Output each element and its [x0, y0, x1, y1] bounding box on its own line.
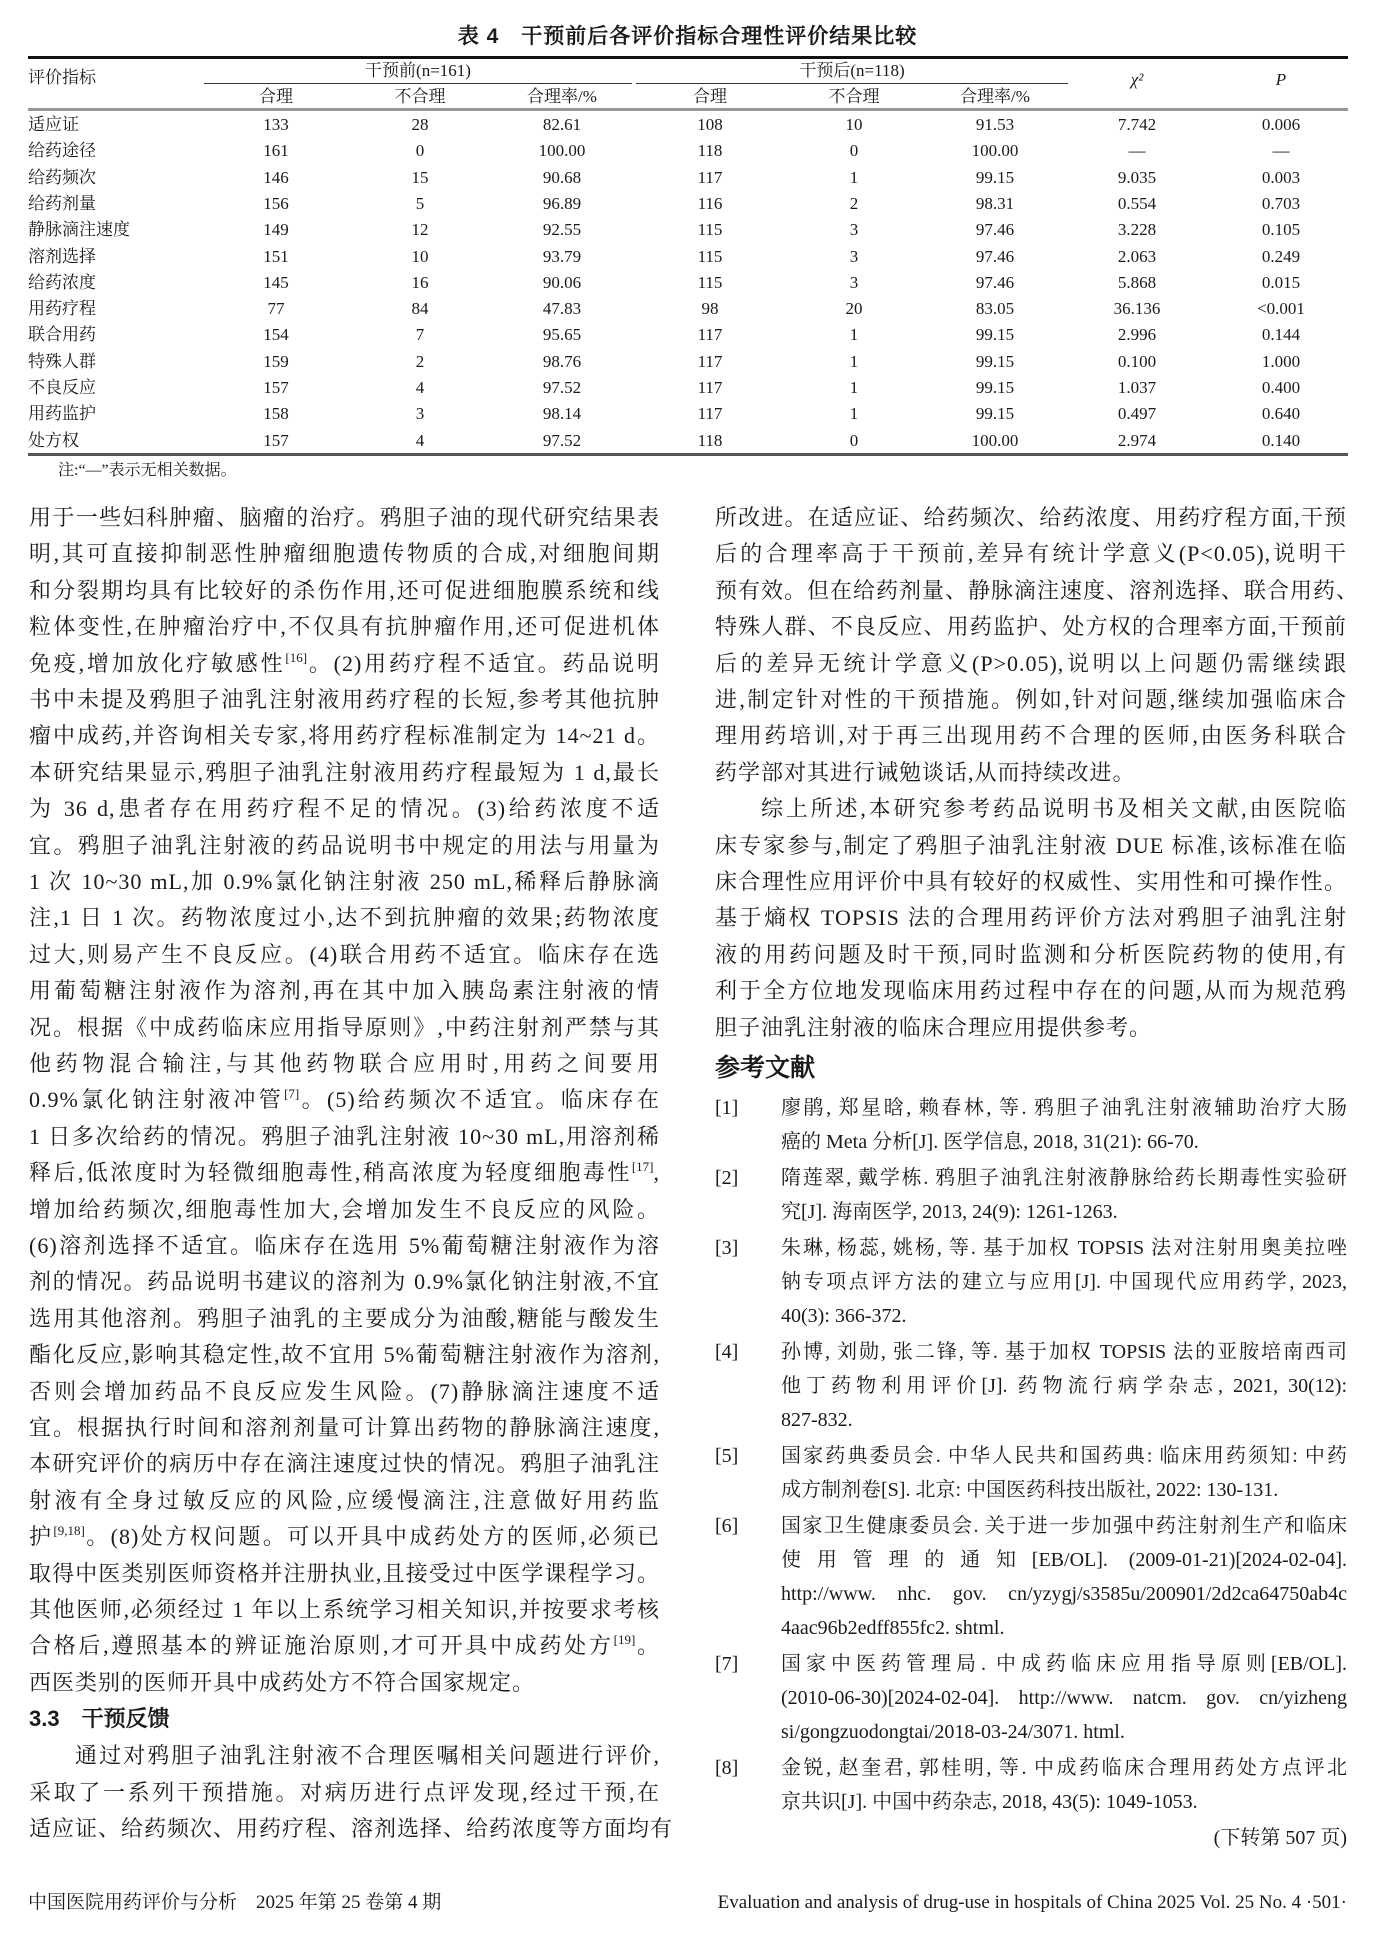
- body-text-line: 射液有全身过敏反应的风险,应缓慢滴注,注意做好用药监: [29, 1487, 660, 1513]
- body-text-line: 通过对鸦胆子油乳注射液不合理医嘱相关问题进行评价,: [75, 1743, 660, 1768]
- table-cell: 5.868: [1117, 272, 1157, 292]
- table-cell: 118: [697, 430, 723, 450]
- text-segment: 免疫,增加放化疗敏感性: [29, 650, 286, 676]
- table-cell: 158: [263, 404, 289, 424]
- body-text-line: 酯化反应,影响其稳定性,故不宜用 5%葡萄糖注射液作为溶剂,: [29, 1342, 660, 1368]
- reference-text-line: 金锐, 赵奎君, 郭桂明, 等. 中成药临床合理用药处方点评北: [781, 1757, 1347, 1779]
- table-cell: 0.015: [1261, 272, 1301, 292]
- body-text-line: 特殊人群、不良反应、用药监护、处方权的合理率方面,干预前: [715, 614, 1347, 640]
- table-cell: 100.00: [971, 141, 1019, 161]
- column-group-after: 干预后(n=118): [799, 61, 905, 80]
- table-cell: 0.003: [1261, 167, 1301, 187]
- column-header: 合理率/%: [960, 87, 1030, 106]
- table-cell: 93.79: [542, 246, 582, 266]
- reference-text-line: 隋莲翠, 戴学栋. 鸦胆子油乳注射液静脉给药长期毒性实验研: [781, 1167, 1347, 1189]
- text-segment: 合格后,遵照基本的辨证施治原则,才可开具中成药处方: [29, 1633, 614, 1659]
- row-label: 给药剂量: [28, 193, 96, 213]
- reference-text-line: 朱琳, 杨蕊, 姚杨, 等. 基于加权 TOPSIS 法对注射用奥美拉唑: [781, 1237, 1347, 1259]
- table-cell: 77: [267, 299, 285, 319]
- table-cell: 117: [697, 167, 723, 187]
- body-text-line: 1 次 10~30 mL,加 0.9%氯化钠注射液 250 mL,稀释后静脉滴: [29, 869, 660, 894]
- reference-text-line: 京共识[J]. 中国中药杂志, 2018, 43(5): 1049-1053.: [781, 1791, 1198, 1813]
- table-cell: 3: [849, 246, 859, 266]
- column-header: 合理率/%: [527, 87, 597, 106]
- table-cell: 0.140: [1261, 430, 1301, 450]
- table-cell: 20: [845, 299, 863, 319]
- table-cell: 97.46: [975, 220, 1015, 240]
- table-cell: 0.100: [1117, 351, 1157, 371]
- column-header-indicator: 评价指标: [28, 68, 96, 87]
- body-text-line: 注,1 日 1 次。药物浓度过小,达不到抗肿瘤的效果;药物浓度: [29, 905, 660, 931]
- body-text-line: 取得中医类别医师资格并注册执业,且接受过中医学课程学习。: [29, 1560, 660, 1586]
- citation-superscript: [17]: [631, 1159, 654, 1175]
- reference-text-line: 40(3): 366-372.: [781, 1305, 907, 1327]
- table-cell: 82.61: [542, 115, 582, 134]
- reference-number: [1]: [715, 1097, 739, 1119]
- reference-text-line: 国家中医药管理局. 中成药临床应用指导原则[EB/OL].: [781, 1653, 1347, 1675]
- row-label: 给药浓度: [28, 272, 96, 292]
- table-cell: 2.974: [1117, 430, 1157, 450]
- reference-number: [4]: [715, 1341, 739, 1363]
- table-cell: 98.76: [542, 351, 582, 371]
- text-segment: 。(2)用药疗程不适宜。药品说明: [307, 650, 660, 676]
- reference-text-line: 4aac96b2edff855fc2. shtml.: [781, 1617, 1005, 1639]
- reference-number: [5]: [715, 1445, 739, 1467]
- table-cell: 3: [849, 220, 859, 240]
- citation-superscript: [7]: [284, 1086, 300, 1102]
- column-header: 不合理: [394, 87, 446, 106]
- body-text-line: [29, 647, 660, 681]
- table-cell: 0.640: [1261, 404, 1301, 424]
- body-text-line: 选用其他溶剂。鸦胆子油乳的主要成分为油酸,糖能与酸发生: [29, 1305, 660, 1331]
- column-header: 合理: [693, 87, 727, 106]
- body-text-line: 用葡萄糖注射液作为溶剂,再在其中加入胰岛素注射液的情: [29, 978, 660, 1004]
- body-text-line: 剂的情况。药品说明书建议的溶剂为 0.9%氯化钠注射液,不宜: [29, 1269, 660, 1295]
- table-cell: 2: [849, 193, 859, 213]
- table-cell: 149: [263, 220, 289, 240]
- reference-number: [7]: [715, 1653, 739, 1675]
- body-text-line: 否则会增加药品不良反应发生风险。(7)静脉滴注速度不适: [29, 1378, 660, 1404]
- body-text-line: 预有效。但在给药剂量、静脉滴注速度、溶剂选择、联合用药、: [715, 577, 1360, 603]
- table-cell: 0.400: [1261, 378, 1301, 397]
- body-text-line: 过大,则易产生不良反应。(4)联合用药不适宜。临床存在选: [29, 941, 660, 967]
- table-cell: 5: [415, 193, 425, 213]
- after-group-rule: [636, 83, 1068, 84]
- row-label: 用药监护: [28, 404, 96, 424]
- table-cell: 84: [411, 299, 429, 319]
- table-cell: 117: [697, 404, 723, 424]
- body-text-line: 液的用药问题及时干预,同时监测和分析医院药物的使用,有: [715, 941, 1347, 967]
- row-label: 给药频次: [28, 167, 96, 187]
- table-cell: 83.05: [975, 299, 1015, 319]
- table-cell: 161: [263, 141, 289, 161]
- table-cell: 7.742: [1117, 115, 1157, 134]
- text-segment: 。: [635, 1633, 660, 1659]
- table-cell: 0.703: [1261, 193, 1301, 213]
- body-text-line: 宜。根据执行时间和溶剂剂量可计算出药物的静脉滴注速度,: [29, 1415, 660, 1440]
- references-heading: 参考文献: [715, 1054, 816, 1082]
- table-cell: 108: [697, 115, 723, 134]
- body-text-line: 采取了一系列干预措施。对病历进行点评发现,经过干预,在: [29, 1779, 660, 1805]
- table-cell: 154: [263, 325, 289, 345]
- reference-text-line: 国家药典委员会. 中华人民共和国药典: 临床用药须知: 中药: [781, 1445, 1347, 1467]
- body-text-line: 理用药培训,对于再三出现用药不合理的医师,由医务科联合: [715, 723, 1347, 749]
- body-text-line: 况。根据《中成药临床应用指导原则》,中药注射剂严禁与其: [29, 1014, 660, 1040]
- text-segment: 。(5)给药频次不适宜。临床存在: [299, 1087, 660, 1113]
- table-cell: 145: [263, 272, 289, 292]
- body-text-line: 他药物混合输注,与其他药物联合应用时,用药之间要用: [29, 1051, 660, 1076]
- table-cell: 115: [697, 220, 723, 240]
- table-cell: 90.68: [542, 167, 582, 187]
- body-text-line: 瘤中成药,并咨询相关专家,将用药疗程标准制定为 14~21 d。: [29, 723, 660, 749]
- table-cell: 97.52: [542, 430, 582, 450]
- row-label: 适应证: [28, 115, 79, 134]
- table-cell: 95.65: [542, 325, 582, 345]
- table-cell: 99.15: [975, 351, 1015, 371]
- body-text-line: 床专家参与,制定了鸦胆子油乳注射液 DUE 标准,该标准在临: [715, 832, 1347, 858]
- row-label: 静脉滴注速度: [28, 220, 130, 240]
- reference-text-line: 廖鹃, 郑星晗, 赖春林, 等. 鸦胆子油乳注射液辅助治疗大肠: [781, 1097, 1347, 1119]
- table-cell: 28: [411, 115, 429, 134]
- reference-text-line: 癌的 Meta 分析[J]. 医学信息, 2018, 31(21): 66-70.: [781, 1131, 1199, 1153]
- body-text-line: 1 日多次给药的情况。鸦胆子油乳注射液 10~30 mL,用溶剂稀: [29, 1123, 660, 1149]
- table-cell: 99.15: [975, 167, 1015, 187]
- table-cell: 0: [849, 141, 859, 161]
- row-label: 特殊人群: [28, 351, 96, 371]
- body-text-line: 利于全方位地发现临床用药过程中存在的问题,从而为规范鸦: [715, 978, 1347, 1004]
- table-cell: 1: [849, 167, 859, 187]
- row-label: 溶剂选择: [28, 246, 96, 266]
- citation-superscript: [19]: [613, 1632, 636, 1648]
- table-cell: 151: [263, 246, 289, 266]
- table-cell: 115: [697, 246, 723, 266]
- table-cell: 1: [849, 351, 859, 371]
- table-cell: 98: [701, 299, 719, 319]
- table-cell: 1: [849, 325, 859, 345]
- body-text-line: 进,制定针对性的干预措施。例如,针对问题,继续加强临床合: [715, 687, 1347, 712]
- table-cell: 36.136: [1113, 299, 1161, 319]
- body-text-line: 后的差异无统计学意义(P>0.05),说明以上问题仍需继续跟: [715, 650, 1347, 676]
- table-cell: 100.00: [971, 430, 1019, 450]
- table-cell: 98.14: [542, 404, 582, 424]
- citation-superscript: [9,18]: [53, 1523, 85, 1539]
- table-cell: 0: [415, 141, 425, 161]
- table-cell: 10: [411, 246, 429, 266]
- row-label: 联合用药: [28, 325, 96, 345]
- table-cell: 159: [263, 351, 289, 371]
- row-label: 用药疗程: [28, 299, 96, 319]
- table-cell: 115: [697, 272, 723, 292]
- reference-number: [6]: [715, 1515, 739, 1537]
- footer-journal-issue: 中国医院用药评价与分析 2025 年第 25 卷第 4 期: [28, 1892, 442, 1913]
- reference-text-line: (2010-06-30)[2024-02-04]. http://www. natcm. gov. cn/yizheng: [781, 1687, 1347, 1709]
- body-text-line: 本研究结果显示,鸦胆子油乳注射液用药疗程最短为 1 d,最长: [29, 759, 660, 785]
- table-cell: 47.83: [542, 299, 582, 319]
- table-cell: 146: [263, 167, 289, 187]
- body-text-line: [29, 1083, 660, 1117]
- column-group-before: 干预前(n=161): [365, 61, 471, 80]
- table-cell: 10: [845, 115, 863, 134]
- table-cell: 157: [263, 430, 289, 450]
- table-note: 注:“—”表示无相关数据。: [58, 462, 237, 479]
- table-cell: 92.55: [542, 220, 582, 240]
- table-cell: 1.037: [1117, 378, 1157, 397]
- table-cell: 0: [849, 430, 859, 450]
- table-cell: 2.063: [1117, 246, 1157, 266]
- table-cell: 96.89: [542, 193, 582, 213]
- table-cell: 156: [263, 193, 289, 213]
- table-cell: 16: [411, 272, 429, 292]
- body-text-line: 药学部对其进行诫勉谈话,从而持续改进。: [715, 759, 1136, 785]
- table-cell: 0.105: [1261, 220, 1301, 240]
- reference-text-line: 成方制剂卷[S]. 北京: 中国医药科技出版社, 2022: 130-131.: [781, 1479, 1279, 1501]
- table-cell: 97.46: [975, 246, 1015, 266]
- reference-number: [3]: [715, 1237, 739, 1259]
- body-text-line: [29, 1520, 660, 1554]
- table-cell: 90.06: [542, 272, 582, 292]
- footer-english-title-page: Evaluation and analysis of drug-use in hospitals of China 2025 Vol. 25 No. 4 ·501·: [717, 1892, 1347, 1913]
- column-header-p: P: [1275, 70, 1287, 89]
- table-cell: 99.15: [975, 404, 1015, 424]
- reference-text-line: 究[J]. 海南医学, 2013, 24(9): 1261-1263.: [781, 1201, 1118, 1223]
- table-cell: 2.996: [1117, 325, 1157, 345]
- table-cell: —: [1128, 141, 1146, 161]
- body-text-line: 为 36 d,患者存在用药疗程不足的情况。(3)给药浓度不适: [29, 796, 660, 822]
- table-cell: 97.52: [542, 378, 582, 397]
- table-cell: 98.31: [975, 193, 1015, 213]
- reference-text-line: 使用管理的通知[EB/OL]. (2009-01-21)[2024-02-04].: [781, 1549, 1347, 1571]
- table-cell: 12: [411, 220, 429, 240]
- table-cell: 3.228: [1117, 220, 1157, 240]
- table-title: 表 4 干预前后各评价指标合理性评价结果比较: [457, 25, 918, 48]
- body-text-line: 其他医师,必须经过 1 年以上系统学习相关知识,并按要求考核: [29, 1597, 660, 1622]
- body-text-line: 床合理性应用评价中具有较好的权威性、实用性和可操作性。: [715, 869, 1347, 894]
- table-cell: 97.46: [975, 272, 1015, 292]
- row-label: 不良反应: [28, 378, 96, 397]
- table-header-rule: [28, 108, 1348, 111]
- body-text-line: 增加给药频次,细胞毒性加大,会增加发生不良反应的风险。: [29, 1196, 660, 1222]
- reference-text-line: 钠专项点评方法的建立与应用[J]. 中国现代应用药学, 2023,: [781, 1271, 1347, 1293]
- table-cell: 0.144: [1261, 325, 1301, 345]
- table-cell: —: [1272, 141, 1290, 161]
- column-header: 不合理: [828, 87, 880, 106]
- continued-on-page-note: (下转第 507 页): [1213, 1827, 1347, 1849]
- table-cell: 0.006: [1261, 115, 1301, 134]
- table-cell: 118: [697, 141, 723, 161]
- text-segment: 护: [29, 1524, 54, 1550]
- row-label: 处方权: [28, 430, 79, 450]
- body-text-line: 所改进。在适应证、给药频次、给药浓度、用药疗程方面,干预: [715, 505, 1347, 530]
- column-header-chi-square: χ²: [1130, 70, 1144, 89]
- table-cell: 4: [415, 378, 425, 397]
- table-cell: 2: [415, 351, 425, 371]
- body-text-line: 本研究评价的病历中存在滴注速度过快的情况。鸦胆子油乳注: [29, 1451, 660, 1477]
- text-segment: 0.9%氯化钠注射液冲管: [29, 1087, 285, 1113]
- reference-text-line: 孙博, 刘勋, 张二锋, 等. 基于加权 TOPSIS 法的亚胺培南西司: [781, 1341, 1347, 1363]
- text-segment: 释后,低浓度时为轻微细胞毒性,稍高浓度为轻度细胞毒性: [29, 1160, 632, 1186]
- table-bottom-rule: [28, 453, 1348, 456]
- body-text-line: (6)溶剂选择不适宜。临床存在选用 5%葡萄糖注射液作为溶: [29, 1233, 660, 1258]
- body-text-line: [29, 1156, 660, 1190]
- text-segment: 。(8)处方权问题。可以开具中成药处方的医师,必须已: [84, 1524, 660, 1550]
- table-cell: 7: [415, 325, 425, 345]
- table-cell: 117: [697, 351, 723, 371]
- body-text-line: 综上所述,本研究参考药品说明书及相关文献,由医院临: [761, 796, 1347, 822]
- reference-text-line: si/gongzuodongtai/2018-03-24/3071. html.: [781, 1721, 1125, 1743]
- column-header: 合理: [259, 87, 293, 106]
- table-cell: 4: [415, 430, 425, 450]
- body-text-line: [29, 1629, 660, 1663]
- reference-text-line: 他丁药物利用评价[J]. 药物流行病学杂志, 2021, 30(12):: [781, 1375, 1347, 1397]
- table-cell: 99.15: [975, 378, 1015, 397]
- table-cell: 116: [697, 193, 723, 213]
- row-label: 给药途径: [28, 141, 96, 161]
- table-cell: 1: [849, 378, 859, 397]
- table-cell: 1.000: [1261, 351, 1301, 371]
- body-text-line: 粒体变性,在肿瘤治疗中,不仅具有抗肿瘤作用,还可促进机体: [29, 614, 660, 640]
- body-text-line: 明,其可直接抑制恶性肿瘤细胞遗传物质的合成,对细胞间期: [29, 541, 660, 567]
- body-text-line: 胆子油乳注射液的临床合理应用提供参考。: [715, 1014, 1153, 1040]
- table-cell: 117: [697, 325, 723, 345]
- body-text-line: 宜。鸦胆子油乳注射液的药品说明书中规定的用法与用量为: [29, 832, 660, 858]
- body-text-line: 书中未提及鸦胆子油乳注射液用药疗程的长短,参考其他抗肿: [29, 687, 660, 712]
- body-text-line: 适应证、给药频次、用药疗程、溶剂选择、给药浓度等方面均有: [29, 1816, 674, 1842]
- body-text-line: 和分裂期均具有比较好的杀伤作用,还可促进细胞膜系统和线: [29, 577, 660, 603]
- table-cell: 3: [849, 272, 859, 292]
- body-text-line: 用于一些妇科肿瘤、脑瘤的治疗。鸦胆子油的现代研究结果表: [29, 505, 660, 530]
- reference-text-line: http://www. nhc. gov. cn/yzygj/s3585u/200901/2d2ca64750ab4c: [781, 1583, 1347, 1605]
- table-cell: 15: [411, 167, 429, 187]
- reference-text-line: 827-832.: [781, 1409, 853, 1431]
- text-segment: ,: [653, 1160, 660, 1186]
- table-cell: 100.00: [538, 141, 586, 161]
- body-text-line: 后的合理率高于干预前,差异有统计学意义(P<0.05),说明干: [715, 541, 1347, 567]
- table-cell: 133: [263, 115, 289, 134]
- table-cell: 157: [263, 378, 289, 397]
- table-cell: 1: [849, 404, 859, 424]
- table-cell: 0.249: [1261, 246, 1301, 266]
- table-cell: 117: [697, 378, 723, 397]
- reference-number: [2]: [715, 1167, 739, 1189]
- table-cell: 3: [415, 404, 425, 424]
- table-cell: <0.001: [1257, 299, 1305, 319]
- body-text-line: 西医类别的医师开具中成药处方不符合国家规定。: [29, 1669, 536, 1695]
- table-top-rule: [28, 56, 1348, 59]
- table-cell: 9.035: [1117, 167, 1157, 187]
- table-cell: 0.497: [1117, 404, 1157, 424]
- before-group-rule: [204, 83, 632, 84]
- section-heading-3-3: 3.3 干预反馈: [29, 1706, 170, 1731]
- table-cell: 0.554: [1117, 193, 1157, 213]
- table-cell: 91.53: [975, 115, 1015, 134]
- body-text-line: 基于熵权 TOPSIS 法的合理用药评价方法对鸦胆子油乳注射: [715, 905, 1347, 931]
- table-cell: 99.15: [975, 325, 1015, 345]
- citation-superscript: [16]: [285, 649, 308, 665]
- reference-text-line: 国家卫生健康委员会. 关于进一步加强中药注射剂生产和临床: [781, 1515, 1347, 1537]
- reference-number: [8]: [715, 1757, 739, 1779]
